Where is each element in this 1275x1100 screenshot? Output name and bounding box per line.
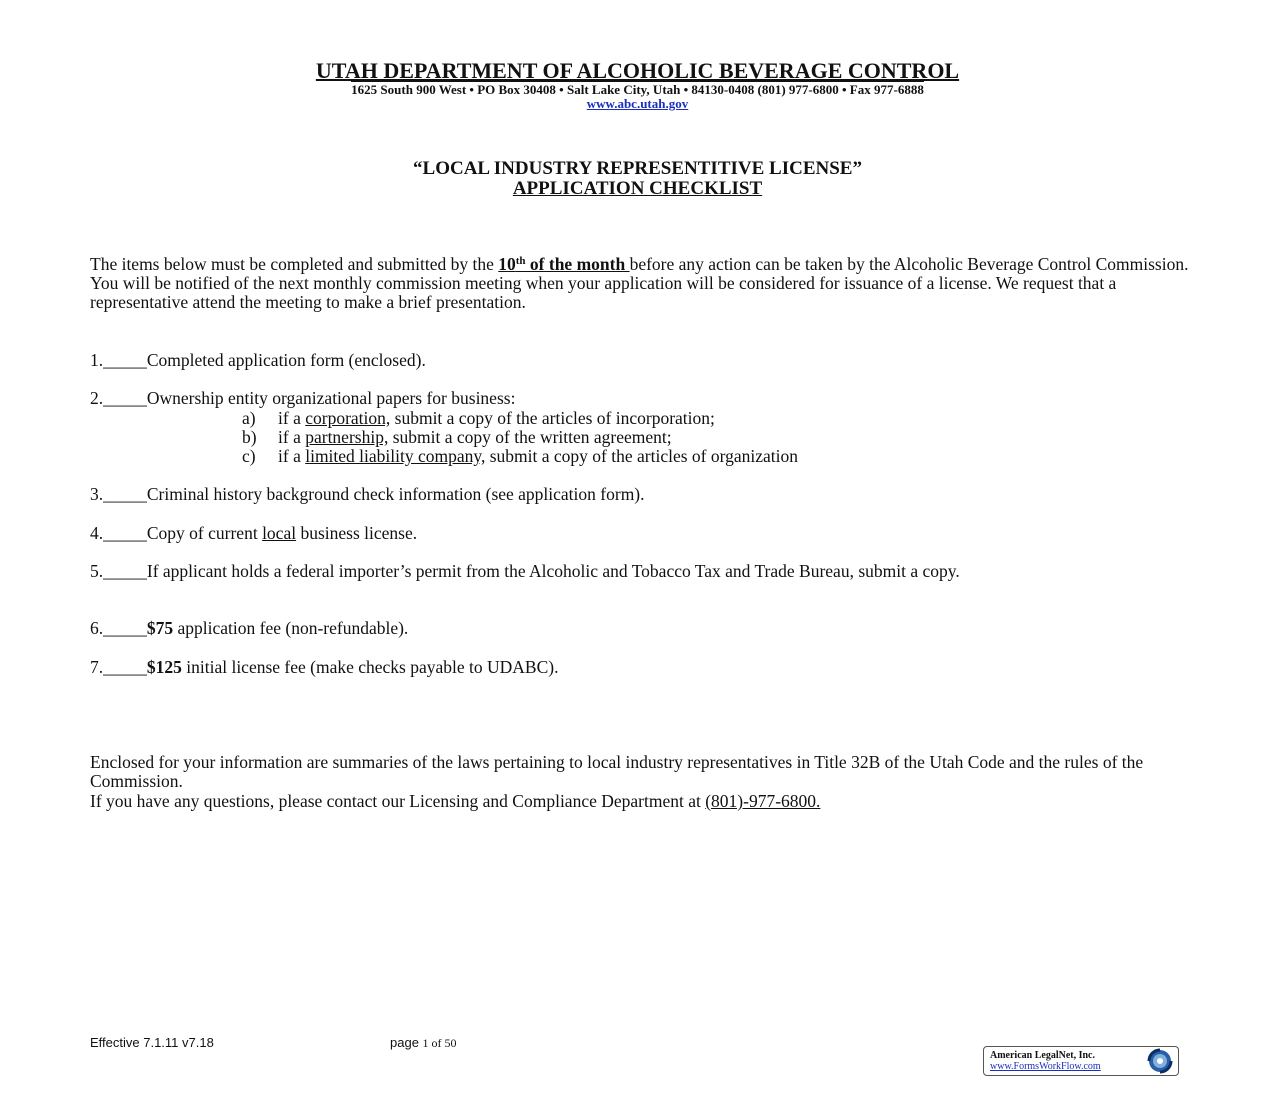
closing-paragraph: Enclosed for your information are summaries of the laws pertaining to local industry representatives in Title 32B of the Utah Code and the rules of the Commission. [90,752,1144,792]
sub-item-b-text: if a partnership, submit a copy of the written agreement; [278,427,672,447]
checklist-item-2: 2._____Ownership entity organizational papers for business: [90,388,516,408]
globe-icon [1140,1048,1176,1074]
publisher-logo[interactable] [983,1046,1179,1076]
agency-name: UTAH DEPARTMENT OF ALCOHOLIC BEVERAGE CONTROL [315,58,960,83]
agency-website-link[interactable]: www.abc.utah.gov [586,96,689,111]
sub-item-b: b) [242,427,257,447]
contact-phone[interactable]: (801)-977-6800. [705,791,821,811]
checklist-item-5: 5._____If applicant holds a federal importer’s permit from the Alcoholic and Tobacco Tax and Trade Bureau, submit a copy. [90,561,960,581]
sub-item-a-text: if a corporation, submit a copy of the articles of incorporation; [278,408,715,428]
sub-item-c-text: if a limited liability company, submit a copy of the articles of organization [278,446,799,466]
effective-version: Effective 7.1.11 v7.18 [90,1035,214,1050]
document-title: “LOCAL INDUSTRY REPRESENTITIVE LICENSE” [413,158,862,179]
publisher-url[interactable]: www.FormsWorkFlow.com [990,1061,1101,1072]
intro-paragraph: The items below must be completed and submitted by the 10th of the month before any action can be taken by the Alcoholic Beverage Control Commission. You will be notified of the next monthly commission meeting when your application will be considered for issuance of a license. We request that a representative attend the meeting to make a brief presentation. [90,254,1189,313]
page-number: page 1 of 50 [390,1035,457,1050]
checklist-item-6: 6._____$75 application fee (non-refundable). [90,618,409,638]
checklist-item-1: 1._____Completed application form (enclosed). [90,350,426,370]
checklist-item-7: 7._____$125 initial license fee (make checks payable to UDABC). [90,657,559,677]
agency-address: 1625 South 900 West • PO Box 30408 • Salt Lake City, Utah • 84130-0408 (801) 977-6800 • Fax 977-6888 [351,82,924,97]
sub-item-a: a) [242,408,256,428]
contact-line: If you have any questions, please contact our Licensing and Compliance Department at (801)-977-6800. [90,791,821,811]
document-subtitle: APPLICATION CHECKLIST [512,178,763,199]
checklist-item-4: 4._____Copy of current local business license. [90,523,418,543]
checklist-item-3: 3._____Criminal history background check information (see application form). [90,484,645,504]
sub-item-c: c) [242,446,256,466]
publisher-name: American LegalNet, Inc. [990,1050,1095,1061]
